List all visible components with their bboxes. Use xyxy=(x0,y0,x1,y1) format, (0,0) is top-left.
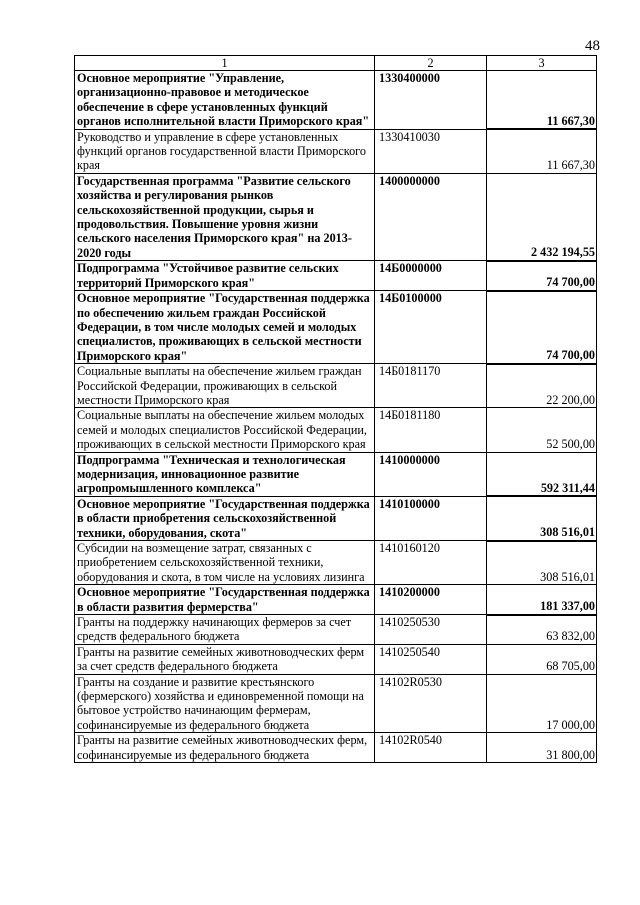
row-code: 14Б0181170 xyxy=(375,364,487,408)
table-row xyxy=(75,674,597,733)
row-code: 1410100000 xyxy=(375,496,487,540)
row-name: Подпрограмма "Техническая и технологическая модернизация, инновационное развитие агропромышленного комплекса" xyxy=(75,452,375,496)
row-code: 1410250540 xyxy=(375,644,487,674)
table-row xyxy=(75,644,597,674)
row-code: 1330400000 xyxy=(375,71,487,130)
page-number: 48 xyxy=(585,38,600,54)
row-amount: 31 800,00 xyxy=(487,733,597,763)
row-amount: 592 311,44 xyxy=(487,452,597,496)
row-name: Гранты на развитие семейных животноводческих ферм, софинансируемые из федерального бюджета xyxy=(75,733,375,763)
table-row xyxy=(75,291,597,364)
table-row xyxy=(75,615,597,645)
row-amount: 2 432 194,55 xyxy=(487,173,597,260)
row-amount: 22 200,00 xyxy=(487,364,597,408)
table-row xyxy=(75,408,597,452)
row-amount: 68 705,00 xyxy=(487,644,597,674)
row-code: 14102R0530 xyxy=(375,674,487,733)
table-row xyxy=(75,452,597,496)
row-name: Государственная программа "Развитие сельского хозяйства и регулирования рынков сельскохозяйственной продукции, сырья и продовольствия. Повышение уровня жизни сельского населения Приморского края" на 2013-2020 годы xyxy=(75,173,375,260)
row-code: 1410250530 xyxy=(375,615,487,645)
row-code: 14Б0181180 xyxy=(375,408,487,452)
row-code: 1410160120 xyxy=(375,541,487,585)
row-name: Гранты на поддержку начинающих фермеров за счет средств федерального бюджета xyxy=(75,615,375,645)
table-row xyxy=(75,585,597,615)
row-name: Гранты на развитие семейных животноводческих ферм за счет средств федерального бюджета xyxy=(75,644,375,674)
row-code: 14Б0100000 xyxy=(375,291,487,364)
table-row xyxy=(75,733,597,763)
row-amount: 63 832,00 xyxy=(487,615,597,645)
row-code: 1410200000 xyxy=(375,585,487,615)
column-header: 3 xyxy=(487,56,597,71)
row-code: 1410000000 xyxy=(375,452,487,496)
row-amount: 308 516,01 xyxy=(487,496,597,540)
row-name: Основное мероприятие "Государственная поддержка в области приобретения сельскохозяйственной техники, оборудования, скота" xyxy=(75,496,375,540)
row-amount: 11 667,30 xyxy=(487,71,597,130)
budget-table xyxy=(74,55,597,763)
table-row xyxy=(75,364,597,408)
row-name: Основное мероприятие "Управление, организационно-правовое и методическое обеспечение в сфере установленных функций органов исполнительной власти Приморского края" xyxy=(75,71,375,130)
row-amount: 11 667,30 xyxy=(487,129,597,173)
row-amount: 74 700,00 xyxy=(487,261,597,291)
column-header: 2 xyxy=(375,56,487,71)
table-row xyxy=(75,496,597,540)
row-name: Социальные выплаты на обеспечение жильем граждан Российской Федерации, проживающих в сельской местности Приморского края xyxy=(75,364,375,408)
row-amount: 52 500,00 xyxy=(487,408,597,452)
row-code: 1400000000 xyxy=(375,173,487,260)
row-name: Социальные выплаты на обеспечение жильем молодых семей и молодых специалистов Российской Федерации, проживающих в сельской местности Приморского края xyxy=(75,408,375,452)
column-header: 1 xyxy=(75,56,375,71)
row-code: 14Б0000000 xyxy=(375,261,487,291)
row-name: Гранты на создание и развитие крестьянского (фермерского) хозяйства и единовременной помощи на бытовое устройство начинающим фермерам, софинансируемые из федерального бюджета xyxy=(75,674,375,733)
row-amount: 308 516,01 xyxy=(487,541,597,585)
row-name: Основное мероприятие "Государственная поддержка по обеспечению жильем граждан Российской Федерации, в том числе молодых семей и молодых специалистов, проживающих в сельской местности Приморского края" xyxy=(75,291,375,364)
row-code: 14102R0540 xyxy=(375,733,487,763)
header-row xyxy=(75,56,597,71)
row-code: 1330410030 xyxy=(375,129,487,173)
row-amount: 181 337,00 xyxy=(487,585,597,615)
row-name: Основное мероприятие "Государственная поддержка в области развития фермерства" xyxy=(75,585,375,615)
row-name: Субсидии на возмещение затрат, связанных с приобретением сельскохозяйственной техники, оборудования и скота, в том числе на условиях лизинга xyxy=(75,541,375,585)
row-amount: 74 700,00 xyxy=(487,291,597,364)
table-row xyxy=(75,173,597,260)
row-amount: 17 000,00 xyxy=(487,674,597,733)
row-name: Руководство и управление в сфере установленных функций органов государственной власти Приморского края xyxy=(75,129,375,173)
table-row xyxy=(75,541,597,585)
row-name: Подпрограмма "Устойчивое развитие сельских территорий Приморского края" xyxy=(75,261,375,291)
table-row xyxy=(75,129,597,173)
table-row xyxy=(75,261,597,291)
table-row xyxy=(75,71,597,130)
